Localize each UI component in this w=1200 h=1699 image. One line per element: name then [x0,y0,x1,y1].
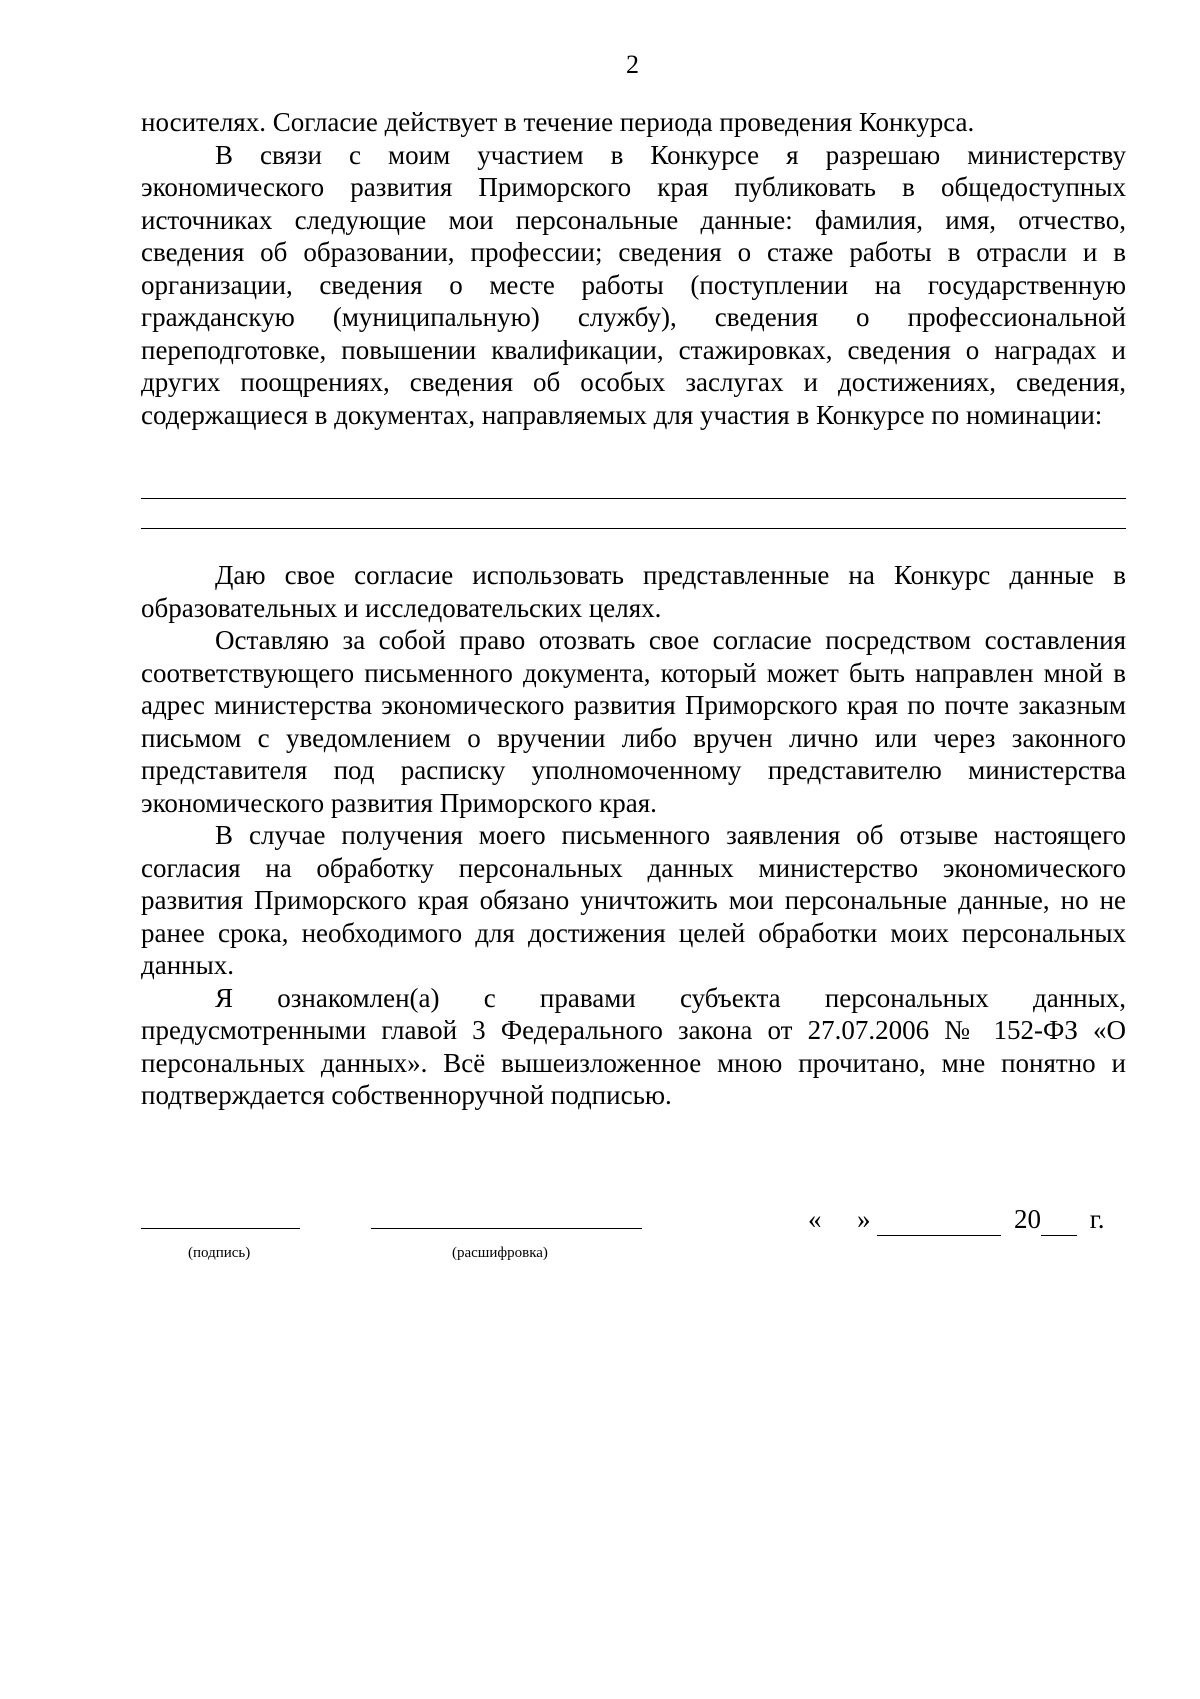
paragraph-research-consent: Даю свое согласие использовать представленные на Конкурс данные в образовательных и исследовательских целях. [141,560,1126,623]
date-year-line[interactable] [1041,1204,1077,1236]
signature-line[interactable] [141,1228,300,1229]
document-body [141,106,1126,431]
paragraph-acknowledgement: Я ознакомлен(а) с правами субъекта персональных данных, предусмотренными главой 3 Федерального закона от 27.07.2006 № 152-ФЗ «О персональных данных». Всё вышеизложенное мною прочитано, мне понятно и подтверждается собственноручной подписью. [141,982,1126,1110]
paragraph-continuation: носителях. Согласие действует в течение периода проведения Конкурса. [141,107,975,137]
date-year-suffix: г. [1089,1204,1105,1234]
paragraph-withdrawal-consequence: В случае получения моего письменного заявления об отзыве настоящего согласия на обработку персональных данных министерство экономического развития Приморского края обязано уничтожить мои персональные данные, но не ранее срока, необходимого для достижения целей обработки моих персональных данных. [141,820,1126,980]
paragraph-publication-consent: В связи с моим участием в Конкурсе я разрешаю министерству экономического развития Приморского края публиковать в общедоступных источниках следующие мои персональные данные: фамилия, имя, отчество, сведения об образовании, профессии; сведения о стаже работы в отрасли и в организации, сведения о месте работы (поступлении на государственную гражданскую (муниципальную) службу), сведения о профессиональной переподготовке, повышении квалификации, стажировках, сведения о наградах и других поощрениях, сведения об особых заслугах и достижениях, сведения, содержащиеся в документах, направляемых для участия в Конкурсе по номинации: [141,139,1126,430]
date-close-quote: » [857,1204,871,1234]
signature-transcript-line[interactable] [371,1228,642,1229]
page-number: 2 [626,50,639,79]
transcript-caption: (расшифровка) [452,1245,548,1261]
date-month-line[interactable] [877,1204,1001,1236]
signature-caption: (подпись) [188,1245,251,1261]
date-field [808,1204,1105,1236]
date-open-quote: « [808,1204,822,1234]
nomination-fill-line-1[interactable] [141,498,1126,499]
date-year-prefix: 20 [1014,1204,1041,1234]
paragraph-withdrawal-right: Оставляю за собой право отозвать свое согласие посредством составления соответствующего письменного документа, который может быть направлен мной в адрес министерства экономического развития Приморского края по почте заказным письмом с уведомлением о вручении либо вручен лично или через законного представителя под расписку уполномоченному представителю министерства экономического развития Приморского края. [141,625,1126,818]
document-body-continued [141,559,1126,1112]
nomination-fill-line-2[interactable] [141,528,1126,529]
